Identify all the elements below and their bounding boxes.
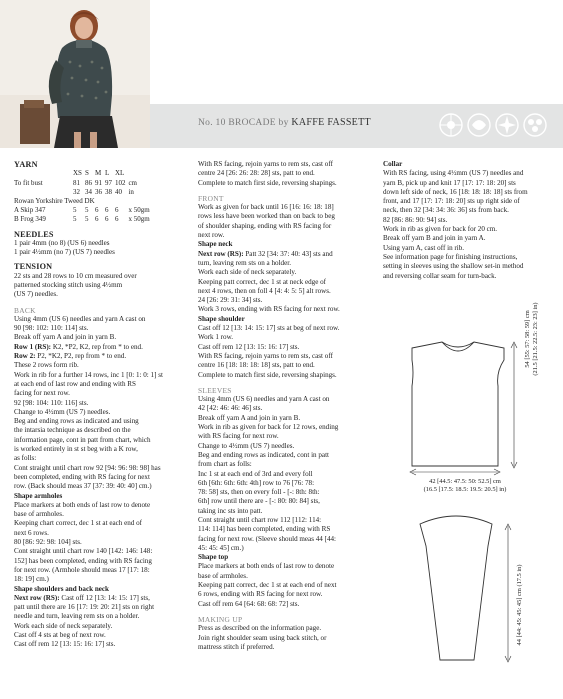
- back-line: the intarsia technique as described on the: [14, 426, 131, 435]
- body-width-label: 42 [44.5: 47.5: 50: 52.5] cm (16.5 [17.5: 18.5: 19.5: 20.5] in): [423, 478, 507, 493]
- neck-line: turn, leaving rem sts on a holder.: [198, 258, 291, 267]
- model-photo: [0, 0, 150, 148]
- row2-line: Row 2: P2, *K2, P2, rep from * to end.: [14, 352, 127, 361]
- armhole-line: 152] has been completed, ending with RS facing: [14, 556, 152, 565]
- back-line: as folls:: [14, 454, 37, 463]
- yarn-brand-row: Rowan Yorkshire Tweed DK: [14, 196, 95, 205]
- back-line: Beg and ending rows as indicated and using: [14, 417, 139, 426]
- collar-line: and reversing collar seam for turn-back.: [383, 271, 497, 280]
- armhole-line: next 6 rows.: [14, 528, 49, 537]
- tension-line: (US 7) needles.: [14, 290, 58, 299]
- top-heading: Shape top: [198, 553, 229, 562]
- shoulder-line: Complete to match first side, reversing shapings.: [198, 370, 337, 379]
- top-line: 6 rows, ending with RS facing for next row.: [198, 590, 323, 599]
- sleeve-line: Work in rib as given for back for 12 rows, ending: [198, 423, 339, 432]
- body-line: centre 24 [26: 26: 28: 28] sts, patt to end.: [198, 169, 315, 178]
- neck-line: Work 3 rows, ending with RS facing for next row.: [198, 305, 340, 314]
- needles-line: 1 pair 4mm (no 8) (US 6) needles: [14, 238, 110, 247]
- shoulder-line: Cast off rem 12 [13: 15: 16: 17] sts.: [14, 640, 116, 649]
- right-column: [383, 160, 561, 281]
- sleeve-line: 6th [6th: 6th: 6th: 4th] row to 76 [76: 78:: [198, 478, 315, 487]
- sleeve-line: 114: 114] has been completed, ending with RS: [198, 525, 331, 534]
- body-neckline: [442, 342, 474, 351]
- left-column: [14, 160, 192, 650]
- top-line: Cast off rem 64 [64: 68: 68: 72] sts.: [198, 599, 300, 608]
- shoulder-line: needle and turn, leaving rem sts on a holder.: [14, 612, 140, 621]
- fit-row: To fit bust 81 86 91 97 102 cm: [14, 178, 138, 187]
- middle-column: [198, 160, 378, 652]
- model-photo-image: [0, 0, 150, 148]
- neck-line: Next row (RS): Patt 32 [34: 37: 40: 43] sts and: [198, 249, 333, 258]
- shoulder-line: centre 16 [18: 18: 18: 18] sts, patt to end.: [198, 361, 315, 370]
- tension-line: patterned stocking stitch using 4½mm: [14, 281, 123, 289]
- leaf-motif-icon: [467, 110, 491, 140]
- sleeve-line: from chart as folls:: [198, 460, 252, 469]
- size-label: XS: [73, 169, 82, 178]
- front-line: of shoulder shaping, ending with RS facing for: [198, 221, 332, 230]
- needles-line: 1 pair 4½mm (no 7) (US 7) needles: [14, 248, 115, 257]
- back-line: These 2 rows form rib.: [14, 361, 79, 370]
- pattern-number: No. 10: [198, 118, 226, 128]
- sleeve-line: Beg and ending rows as indicated, cont in patt: [198, 450, 330, 459]
- size-row: [14, 169, 153, 178]
- back-line: row. (Back should meas 37 [37: 39: 40: 40] cm.): [14, 482, 152, 491]
- front-heading: FRONT: [198, 193, 224, 203]
- body-line: Complete to match first side, reversing shapings.: [198, 178, 337, 187]
- size-label: M: [94, 169, 102, 178]
- armhole-line: base of armholes.: [14, 510, 64, 519]
- armhole-line: Keeping chart correct, dec 1 st at each end of: [14, 519, 143, 528]
- motif-row: [439, 110, 547, 140]
- front-line: Work as given for back until 16 [16: 16: 18: 18]: [198, 203, 334, 212]
- armholes-heading: Shape armholes: [14, 491, 63, 500]
- pattern-by: by: [278, 118, 289, 128]
- size-label: S: [84, 169, 89, 178]
- collar-heading: Collar: [383, 160, 403, 168]
- sleeve-line: Break off yarn A and join in yarn B.: [198, 413, 301, 422]
- back-line: 90 [98: 102: 110: 114] sts.: [14, 324, 89, 333]
- yarn-heading: YARN: [14, 160, 38, 169]
- inch-row: 32 34 36 38 40 in: [73, 187, 134, 196]
- collar-line: Using yarn A, cast off in rib.: [383, 243, 465, 252]
- collar-line: down left side of neck, 16 [18: 18: 18: 18] sts from: [383, 187, 528, 196]
- top-line: Keeping patt correct, dec 1 st at each end of next: [198, 581, 337, 590]
- neck-line: Work each side of neck separately.: [198, 268, 297, 277]
- sleeve-outline: [420, 516, 492, 660]
- collar-line: Break off yarn B and join in yarn A.: [383, 234, 486, 243]
- armhole-line: Cont straight until chart row 140 [142: 146: 148:: [14, 547, 153, 556]
- tension-heading: TENSION: [14, 262, 53, 272]
- shoulder-line: Work 1 row.: [198, 333, 234, 342]
- back-line: is worked entirely in st st beg with a K row,: [14, 445, 138, 454]
- title-banner: [150, 104, 563, 148]
- sleeve-line: Cont straight until chart row 112 [112: 114:: [198, 515, 322, 524]
- size-label: L: [104, 169, 110, 178]
- back-line: Change to 4½mm (US 7) needles.: [14, 407, 111, 416]
- collar-line: 82 [86: 86: 90: 94] sts.: [383, 215, 448, 224]
- size-table: [14, 169, 153, 224]
- size-label: XL: [114, 169, 125, 178]
- armhole-line: 18: 19] cm.): [14, 575, 49, 584]
- sleeve-line: Inc 1 st at each end of 3rd and every foll: [198, 469, 313, 478]
- sleeve-line: Using 4mm (US 6) needles and yarn A cast on: [198, 395, 330, 404]
- collar-line: See information page for finishing instructions,: [383, 252, 518, 261]
- neck-line: Keeping patt correct, dec 1 st at neck edge of: [198, 277, 327, 286]
- shoulders-heading: Shape shoulders and back neck: [14, 584, 110, 593]
- shoulder-line: Work each side of neck separately.: [14, 621, 113, 630]
- shoulder-line: patt until there are 16 [17: 19: 20: 21] sts on right: [14, 603, 155, 612]
- pattern-title: [198, 117, 371, 128]
- back-line: Break off yarn A and join in yarn B.: [14, 333, 117, 342]
- shoulder-line: Cast off 4 sts at beg of next row.: [14, 630, 106, 639]
- sleeve-line: 45: 45: 45] cm.): [198, 543, 244, 552]
- pattern-name: BROCADE: [228, 118, 276, 128]
- armhole-line: for next row. (Armhole should meas 17 [17: 18:: [14, 565, 150, 574]
- front-line: next row.: [198, 231, 225, 240]
- back-line: facing for next row.: [14, 389, 70, 398]
- shoulder-line: With RS facing, rejoin yarns to rem sts, cast off: [198, 351, 333, 360]
- neck-heading: Shape neck: [198, 240, 233, 249]
- back-line: at each end of last row and ending with RS: [14, 379, 136, 388]
- shoulder-line: Next row (RS): Cast off 12 [13: 14: 15: 17] sts,: [14, 593, 150, 602]
- making-up-heading: MAKING UP: [198, 614, 243, 624]
- making-up-line: Press as described on the information page.: [198, 624, 322, 633]
- sleeve-line: 78: 58] sts, then on every foll - [-: 8th: 8th:: [198, 488, 320, 497]
- neck-line: next 4 rows, then on foll 4 [4: 4: 5: 5] alt rows.: [198, 286, 331, 295]
- tension-line: 22 sts and 28 rows to 10 cm measured over: [14, 271, 137, 280]
- back-line: information page, cont in patt from chart, which: [14, 435, 151, 444]
- neck-line: 24 [26: 29: 31: 34] sts.: [198, 296, 263, 305]
- collar-line: yarn B, pick up and knit 17 [17: 17: 18: 20] sts: [383, 178, 516, 187]
- sleeve-line: 6th] row until there are - [-: 80: 80: 84] sts,: [198, 497, 320, 506]
- armhole-line: Place markers at both ends of last row to denote: [14, 500, 151, 509]
- making-up-line: Join right shoulder seam using back stitch, or: [198, 633, 327, 642]
- sleeve-line: 42 [42: 46: 46: 46] sts.: [198, 404, 263, 413]
- collar-line: front, and 17 [17: 17: 18: 20] sts up right side of: [383, 197, 520, 206]
- yarn-b-row: B Frog 349 5 5 6 6 6 x 50gm: [14, 215, 150, 224]
- body-outline: [412, 342, 504, 466]
- needles-heading: NEEDLES: [14, 229, 54, 239]
- shoulder-heading: Shape shoulder: [198, 314, 245, 323]
- sleeve-line: taking inc sts into patt.: [198, 506, 263, 515]
- front-line: rows less have been worked than on back to beg: [198, 212, 335, 221]
- petal-motif-icon: [523, 110, 547, 140]
- shoulder-line: Cast off 12 [13: 14: 15: 17] sts at beg of next row.: [198, 324, 340, 333]
- making-up-line: mattress stitch if preferred.: [198, 642, 275, 651]
- back-heading: BACK: [14, 305, 36, 315]
- star-motif-icon: [495, 110, 519, 140]
- sleeves-heading: SLEEVES: [198, 385, 232, 395]
- yarn-a-row: A Skip 347 5 5 6 6 6 x 50gm: [14, 206, 150, 215]
- sleeve-line: with RS facing for next row.: [198, 432, 279, 441]
- armhole-line: 80 [86: 92: 98: 104] sts.: [14, 538, 82, 547]
- collar-line: neck, then 32 [34: 34: 36: 36] sts from back.: [383, 206, 509, 215]
- back-line: Cont straight until chart row 92 [94: 96: 98: 98] has: [14, 463, 161, 472]
- top-line: base of armholes.: [198, 571, 248, 580]
- collar-line: With RS facing, using 4½mm (US 7) needles and: [383, 169, 524, 178]
- back-line: Work in rib for a further 14 rows, inc 1 [0: 1: 0: 1] st: [14, 370, 163, 379]
- collar-line: setting in sleeves using the shallow set-in method: [383, 262, 524, 271]
- sleeve-line: facing for next row. (Sleeve should meas 44 [44:: [198, 534, 337, 543]
- top-line: Place markers at both ends of last row to denote: [198, 562, 335, 571]
- back-line: 92 [98: 104: 110: 116] sts.: [14, 398, 89, 407]
- flower-motif-icon: [439, 110, 463, 140]
- sleeve-line: Change to 4½mm (US 7) needles.: [198, 441, 295, 450]
- back-line: been completed, ending with RS facing for next: [14, 472, 150, 481]
- collar-line: Work in rib as given for back for 20 cm.: [383, 225, 498, 234]
- shoulder-line: Cast off rem 12 [13: 15: 16: 17] sts.: [198, 342, 300, 351]
- row1-line: Row 1 (RS): K2, *P2, K2, rep from * to end.: [14, 342, 143, 351]
- back-line: Using 4mm (US 6) needles and yarn A cast on: [14, 314, 146, 323]
- body-line: With RS facing, rejoin yarns to rem sts, cast off: [198, 160, 333, 168]
- designer-name: KAFFE FASSETT: [291, 117, 371, 128]
